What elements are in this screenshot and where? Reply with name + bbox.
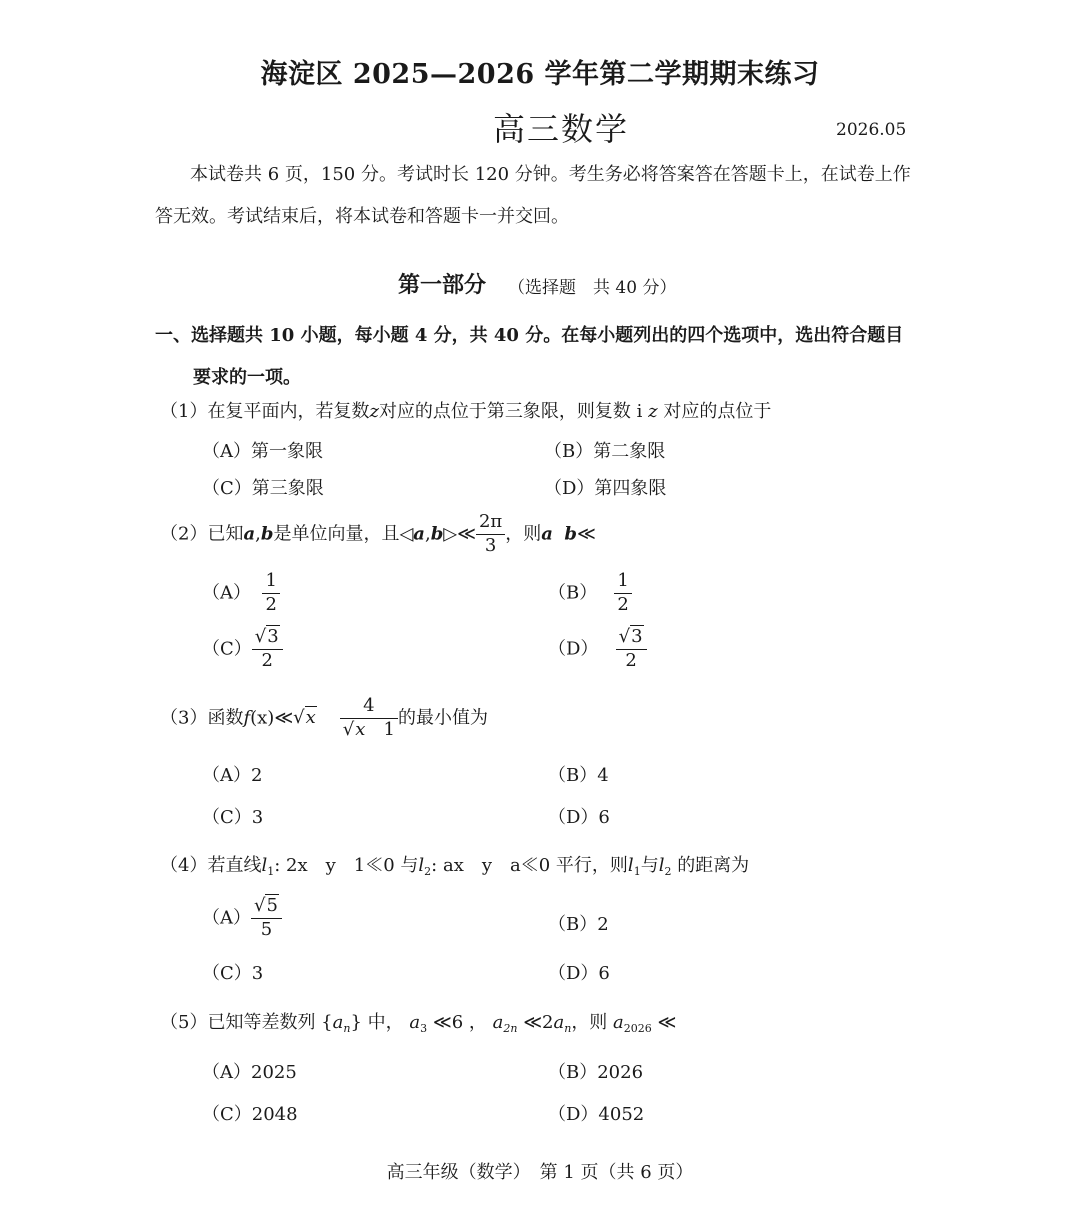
q1-option-d: （D）第四象限 [544, 478, 667, 499]
q5-a2n: a [492, 1012, 504, 1033]
q5-then: ，则 [571, 1012, 608, 1033]
q4-option-c: （C）3 [202, 963, 264, 984]
q2-vec-a: a [243, 523, 256, 545]
q4-l2b: l [658, 855, 665, 876]
q4-l1-sub: 1 [267, 865, 275, 878]
q1-var-z2: z [648, 401, 658, 422]
q2-d-fraction [616, 628, 647, 671]
page-footer: 高三年级（数学） 第 1 页（共 6 页） [386, 1162, 694, 1183]
q2-d-radicand: 3 [631, 626, 643, 647]
q1-end: 对应的点位于 [663, 401, 772, 422]
q5-option-b: （B）2026 [548, 1062, 644, 1083]
q4-eq1: : 2x y 1≪0 与 [274, 855, 419, 876]
q2-d-den: 2 [625, 649, 637, 671]
q5-a-sub-n: n [343, 1022, 351, 1035]
q2-c-fraction [252, 628, 283, 671]
q2-c-radicand: 3 [267, 626, 279, 647]
q2-comma: , [255, 523, 261, 545]
q1-option-a: （A）第一象限 [202, 441, 323, 462]
q5-an-sub: n [564, 1022, 572, 1035]
q2-frac-num: 2π [476, 513, 505, 535]
q2-vec-b: b [260, 523, 274, 545]
exam-title: 海淀区 2025—2026 学年第二学期期末练习 [260, 59, 820, 90]
question-4-stem [160, 851, 749, 878]
part1-note: （选择题 共 40 分） [508, 278, 677, 298]
q5-a2026-sub: 2026 [623, 1022, 652, 1035]
q2-a-num: 1 [262, 572, 279, 594]
q2-d-label: （D） [548, 638, 599, 660]
q4-l1b-sub: 1 [633, 865, 641, 878]
q3-end: 的最小值为 [397, 707, 488, 729]
q2-angle-close: ▷ [443, 523, 458, 545]
question-3-stem [160, 697, 488, 740]
q2-frac-den: 3 [484, 534, 497, 556]
q2-end: ≪ [577, 523, 596, 545]
q5-option-d: （D）4052 [548, 1104, 645, 1125]
q3-option-d: （D）6 [548, 807, 610, 828]
q5-an: a [553, 1012, 565, 1033]
q2-relation: ≪ [457, 523, 476, 545]
q4-l2b-sub: 2 [664, 865, 672, 878]
q1-option-c: （C）第三象限 [202, 478, 324, 499]
q3-den-sqrt: √x [342, 718, 366, 740]
q2-option-d [548, 628, 647, 671]
question-2-stem [160, 513, 596, 556]
q2-mid: 是单位向量，且 [273, 523, 400, 545]
q4-l2: l [418, 855, 425, 876]
q4-a-den: 5 [260, 918, 273, 940]
q4-a-fraction [251, 897, 282, 940]
q3-frac-den [340, 719, 398, 740]
q3-fraction [340, 697, 398, 740]
q2-vec-a-angle: a [413, 523, 425, 545]
q2-a-den: 2 [265, 593, 277, 615]
q4-eq2: : ax y a≪0 平行，则 [431, 855, 628, 876]
q2-b-den: 2 [617, 593, 629, 615]
q5-text: （5）已知等差数列 { [160, 1012, 333, 1033]
q5-a2n-sub: 2n [503, 1022, 518, 1035]
q4-option-b: （B）2 [548, 914, 609, 935]
exam-subject: 高三数学 [493, 110, 630, 148]
q2-angle-fraction [476, 513, 505, 556]
q4-l1: l [261, 855, 268, 876]
q2-then: ，则 [505, 523, 542, 545]
q1-text: （1）在复平面内，若复数 [160, 401, 370, 422]
exam-date: 2026.05 [836, 120, 907, 140]
q3-f: f [243, 707, 251, 729]
q4-a-radicand: 5 [266, 895, 278, 916]
q1-mid: 对应的点位于第三象限，则复数 i [378, 401, 643, 422]
q5-a2026: a [613, 1012, 624, 1033]
q2-option-b [548, 572, 632, 615]
q2-option-a [202, 572, 280, 615]
q2-text: （2）已知 [160, 523, 244, 545]
q2-c-label: （C） [202, 638, 252, 660]
section1-line-1: 一、选择题共 10 小题，每小题 4 分，共 40 分。在每小题列出的四个选项中，选出符合题目 [155, 325, 904, 346]
q3-option-a: （A）2 [202, 765, 263, 786]
q4-text: （4）若直线 [160, 855, 262, 876]
q5-close: } 中， [350, 1012, 404, 1033]
instructions-line-1: 本试卷共 6 页，150 分。考试时长 120 分钟。考生务必将答案答在答题卡上，在试卷上作 [190, 164, 911, 185]
q3-den-radicand: x [355, 718, 366, 740]
q2-vec-b-angle: b [430, 523, 444, 545]
q2-d-num [616, 628, 647, 650]
q4-end: 的距离为 [677, 855, 750, 876]
q3-sqrt: √x [293, 707, 316, 729]
question-1-stem [160, 397, 771, 423]
q3-option-c: （C）3 [202, 807, 264, 828]
q3-frac-num: 4 [340, 697, 398, 719]
question-5-stem [160, 1008, 676, 1035]
part1-heading: 第一部分 [398, 272, 487, 298]
q5-option-c: （C）2048 [202, 1104, 298, 1125]
section1-line-2: 要求的一项。 [193, 367, 301, 388]
q3-option-b: （B）4 [548, 765, 609, 786]
q4-a-label: （A） [202, 907, 251, 929]
q5-eq2: ≪2 [523, 1012, 554, 1033]
q3-relation: ≪ [274, 707, 294, 729]
q4-option-a [202, 897, 282, 940]
q4-l1b: l [627, 855, 634, 876]
q5-eq1: ≪6 ， [432, 1012, 487, 1033]
q2-vec-a2: a [541, 523, 553, 545]
q3-radicand: x [305, 707, 316, 729]
q5-a: a [332, 1012, 344, 1033]
q2-option-c [202, 628, 283, 671]
q5-a3-sub: 3 [420, 1022, 428, 1035]
q5-a3: a [409, 1012, 421, 1033]
q2-c-den: 2 [261, 649, 273, 671]
q2-vec-b2: b [564, 523, 577, 545]
q2-b-fraction [614, 572, 631, 615]
q2-c-sqrt: √3 [254, 626, 279, 647]
q3-text: （3）函数 [160, 707, 244, 729]
q5-option-a: （A）2025 [202, 1062, 297, 1083]
q4-with: 与 [640, 855, 659, 876]
q4-a-num [251, 897, 282, 919]
q2-a-label: （A） [202, 582, 251, 604]
q2-b-num: 1 [614, 572, 631, 594]
q2-d-sqrt: √3 [618, 626, 643, 647]
q1-var-z: z [369, 401, 379, 422]
q2-c-num [252, 628, 283, 650]
instructions-line-2: 答无效。考试结束后，将本试卷和答题卡一并交回。 [155, 206, 569, 227]
q4-a-sqrt: √5 [254, 895, 278, 916]
q5-end: ≪ [657, 1012, 677, 1033]
q3-den-rest: 1 [383, 718, 395, 740]
q2-angle-open: ◁ [399, 523, 414, 545]
q4-l2-sub: 2 [424, 865, 432, 878]
q2-b-label: （B） [548, 582, 598, 604]
q3-paren: (x) [250, 707, 275, 729]
q4-option-d: （D）6 [548, 963, 610, 984]
q2-comma-angle: , [424, 523, 431, 545]
q2-a-fraction [262, 572, 279, 615]
q1-option-b: （B）第二象限 [544, 441, 666, 462]
